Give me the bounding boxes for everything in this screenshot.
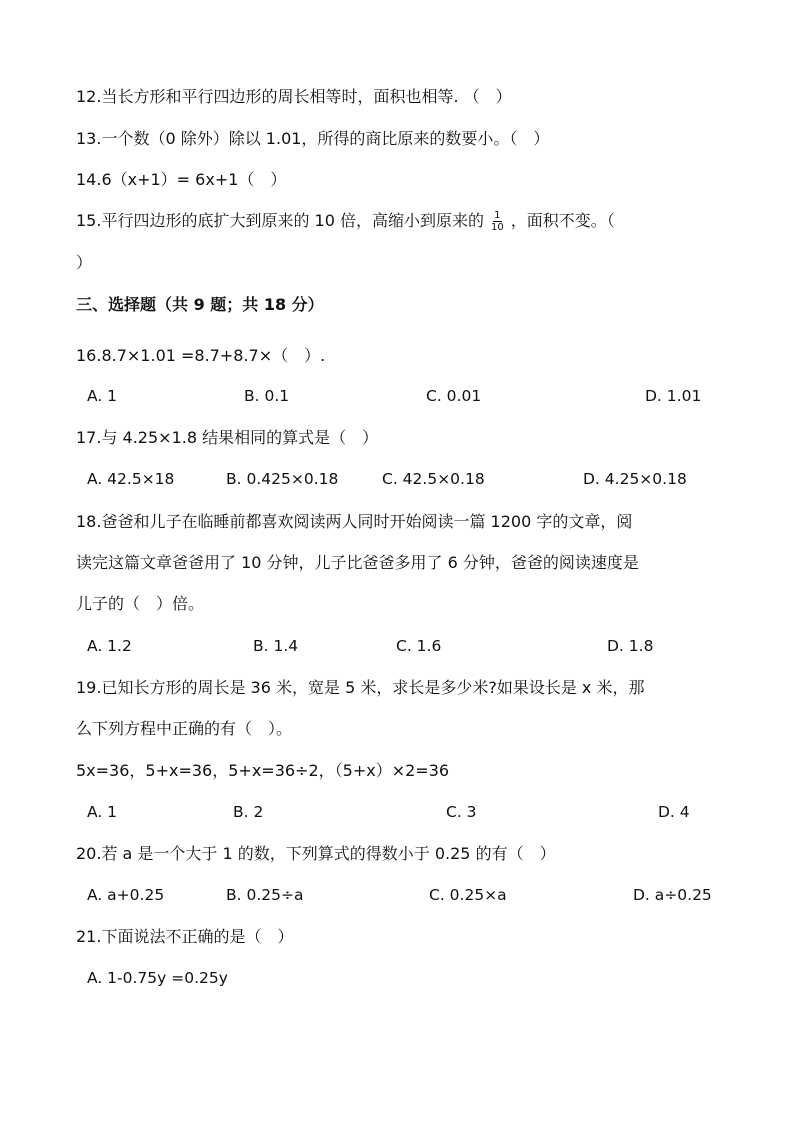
question-14: 14.6（x+1）= 6x+1（ ） <box>76 170 287 189</box>
question-19-equations: 5x=36，5+x=36，5+x=36÷2，（5+x）×2=36 <box>76 761 450 780</box>
q16-option-c: C. 0.01 <box>426 387 482 405</box>
question-20: 20.若 a 是一个大于 1 的数，下列算式的得数小于 0.25 的有（ ） <box>76 844 556 863</box>
question-18-line-2: 读完这篇文章爸爸用了 10 分钟，儿子比爸爸多用了 6 分钟，爸爸的阅读速度是 <box>76 553 639 572</box>
q18-option-d: D. 1.8 <box>607 637 654 655</box>
question-18-line-3: 儿子的（ ）倍。 <box>76 594 205 613</box>
fraction-one-tenth <box>490 210 505 233</box>
question-13: 13.一个数（0 除外）除以 1.01，所得的商比原来的数要小。（ ） <box>76 129 550 148</box>
question-19-line-2: 么下列方程中正确的有（ ）。 <box>76 719 293 738</box>
q20-option-c: C. 0.25×a <box>429 886 507 904</box>
question-19-line-1: 19.已知长方形的周长是 36 米，宽是 5 米，求长是多少米?如果设长是 x 米，那 <box>76 678 645 697</box>
q17-option-d: D. 4.25×0.18 <box>583 470 687 488</box>
q17-option-a: A. 42.5×18 <box>87 470 175 488</box>
fraction-denominator: 10 <box>490 222 504 233</box>
question-16: 16.8.7×1.01 =8.7+8.7×（ ）. <box>76 346 326 365</box>
q19-option-a: A. 1 <box>87 803 118 821</box>
question-15 <box>76 209 615 233</box>
q16-option-d: D. 1.01 <box>645 387 702 405</box>
q19-option-d: D. 4 <box>658 803 690 821</box>
q18-option-b: B. 1.4 <box>253 637 299 655</box>
question-21: 21.下面说法不正确的是（ ） <box>76 927 294 946</box>
section-heading-choice: 三、选择题（共 9 题；共 18 分） <box>76 295 324 314</box>
question-12: 12.当长方形和平行四边形的周长相等时，面积也相等. （ ） <box>76 87 512 106</box>
question-15-continued: ） <box>76 253 93 272</box>
q21-option-a: A. 1-0.75y =0.25y <box>87 969 228 987</box>
q17-option-b: B. 0.425×0.18 <box>226 470 339 488</box>
q20-option-b: B. 0.25÷a <box>226 886 304 904</box>
q16-option-a: A. 1 <box>87 387 118 405</box>
question-15-text: 15.平行四边形的底扩大到原来的 10 倍，高缩小到原来的 <box>76 211 484 230</box>
q20-option-d: D. a÷0.25 <box>633 886 712 904</box>
fraction-numerator: 1 <box>494 210 501 221</box>
q18-option-c: C. 1.6 <box>396 637 442 655</box>
q16-option-b: B. 0.1 <box>244 387 290 405</box>
question-17: 17.与 4.25×1.8 结果相同的算式是（ ） <box>76 428 379 447</box>
question-18-line-1: 18.爸爸和儿子在临睡前都喜欢阅读两人同时开始阅读一篇 1200 字的文章，阅 <box>76 512 633 531</box>
q20-option-a: A. a+0.25 <box>87 886 165 904</box>
q17-option-c: C. 42.5×0.18 <box>382 470 485 488</box>
q19-option-b: B. 2 <box>233 803 264 821</box>
question-15-text-after: ，面积不变。（ <box>510 211 615 230</box>
q19-option-c: C. 3 <box>446 803 477 821</box>
q18-option-a: A. 1.2 <box>87 637 132 655</box>
